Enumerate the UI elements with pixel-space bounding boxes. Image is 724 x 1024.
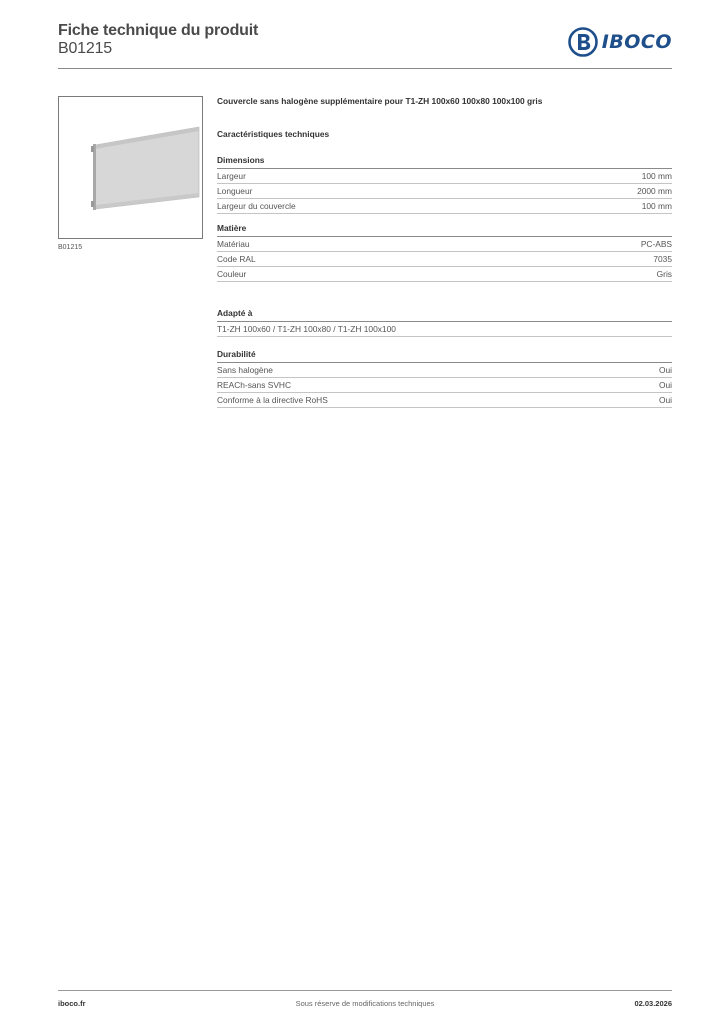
durabilite-group bbox=[217, 349, 672, 408]
spec-row bbox=[217, 393, 672, 408]
page-title: Fiche technique du produit bbox=[58, 22, 259, 39]
spec-label: Code RAL bbox=[217, 254, 256, 264]
group-title-dimensions: Dimensions bbox=[217, 155, 672, 169]
spec-row bbox=[217, 237, 672, 252]
spec-row bbox=[217, 378, 672, 393]
page-footer bbox=[58, 990, 672, 1010]
dimensions-group bbox=[217, 155, 672, 214]
product-name: Couvercle sans halogène supplémentaire pour T1-ZH 100x60 100x80 100x100 gris bbox=[217, 96, 543, 106]
group-title-matiere: Matière bbox=[217, 223, 672, 237]
spec-value: Oui bbox=[658, 395, 672, 405]
spec-row bbox=[217, 363, 672, 378]
logo-mark-icon bbox=[568, 27, 598, 57]
footer-website-link[interactable]: iboco.fr bbox=[58, 999, 86, 1008]
group-title-adapte: Adapté à bbox=[217, 308, 672, 322]
spec-label: Largeur bbox=[217, 171, 246, 181]
matiere-group bbox=[217, 223, 672, 282]
spec-label: Conforme à la directive RoHS bbox=[217, 395, 328, 405]
spec-value: 7035 bbox=[653, 254, 672, 264]
footer-date: 02.03.2026 bbox=[634, 999, 672, 1008]
spec-content bbox=[217, 96, 672, 408]
spec-label: Longueur bbox=[217, 186, 253, 196]
image-caption: B01215 bbox=[58, 244, 83, 251]
spec-row bbox=[217, 267, 672, 282]
page-header bbox=[58, 20, 672, 69]
spec-label: Largeur du couvercle bbox=[217, 201, 296, 211]
spec-label: Matériau bbox=[217, 239, 250, 249]
iboco-logo bbox=[568, 25, 672, 59]
group-title-durabilite: Durabilité bbox=[217, 349, 672, 363]
spec-label: Couleur bbox=[217, 269, 247, 279]
spec-row bbox=[217, 199, 672, 214]
spec-row bbox=[217, 184, 672, 199]
cable-duct-cover-image bbox=[59, 97, 202, 238]
section-title: Caractéristiques techniques bbox=[217, 129, 330, 139]
spec-value: 100 mm bbox=[641, 171, 672, 181]
logo-wordmark: IBOCO bbox=[601, 31, 672, 53]
product-image bbox=[58, 96, 203, 239]
spec-value: 100 mm bbox=[641, 201, 672, 211]
spec-row bbox=[217, 252, 672, 267]
compatible-models: T1-ZH 100x60 / T1-ZH 100x80 / T1-ZH 100x100 bbox=[217, 322, 672, 337]
spec-value: Oui bbox=[658, 365, 672, 375]
adapte-group bbox=[217, 308, 672, 337]
spec-label: REACh-sans SVHC bbox=[217, 380, 292, 390]
spec-value: Oui bbox=[658, 380, 672, 390]
spec-value: Gris bbox=[656, 269, 672, 279]
spec-label: Sans halogène bbox=[217, 365, 273, 375]
spec-row bbox=[217, 169, 672, 184]
spec-value: 2000 mm bbox=[637, 186, 672, 196]
footer-note: Sous réserve de modifications techniques bbox=[295, 999, 435, 1008]
product-code: B01215 bbox=[58, 40, 112, 57]
spec-value: PC-ABS bbox=[640, 239, 672, 249]
